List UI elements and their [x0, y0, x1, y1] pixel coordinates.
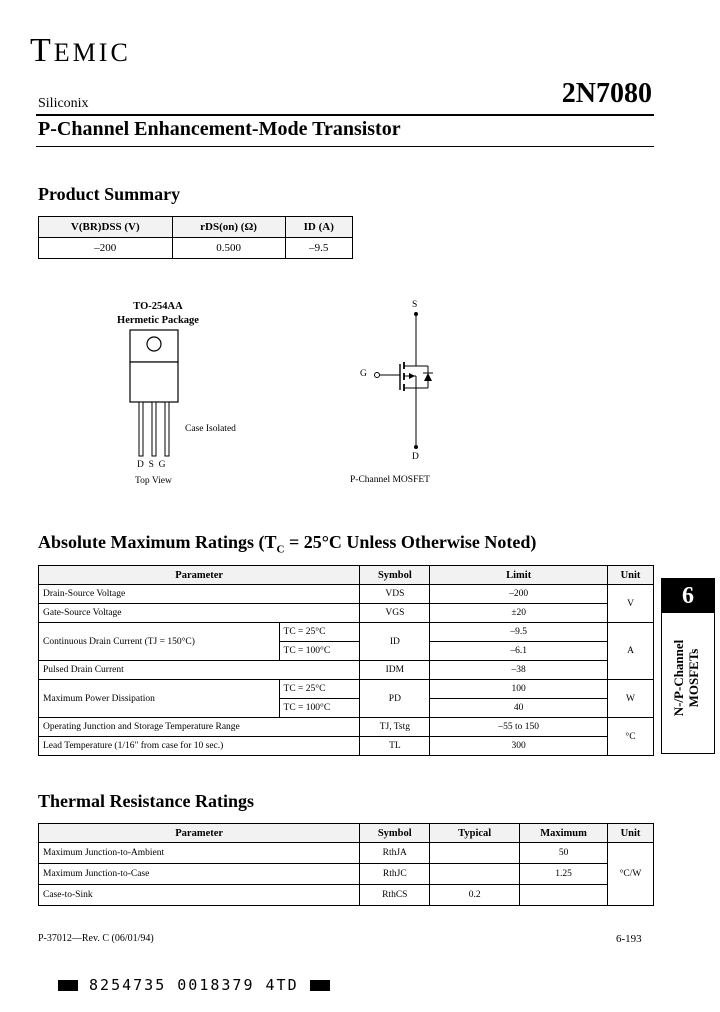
- mosfet-symbol: [368, 312, 448, 454]
- th-header-unit: Unit: [608, 824, 654, 843]
- ps-value-rds: 0.500: [172, 238, 285, 259]
- row-id-symbol: ID: [360, 623, 430, 661]
- row-id-param: Continuous Drain Current (TJ = 150°C): [39, 623, 280, 661]
- section-label: [671, 608, 701, 748]
- symbol-gate-label: G: [360, 369, 367, 379]
- abs-max-heading: [38, 532, 536, 556]
- row-pd-param: Maximum Power Dissipation: [39, 680, 280, 718]
- th-row-cs-param: Case-to-Sink: [39, 885, 360, 906]
- row-vgs-limit: ±20: [430, 604, 608, 623]
- row-vds-symbol: VDS: [360, 585, 430, 604]
- title-rule: [36, 146, 654, 147]
- row-vds-param: Drain-Source Voltage: [39, 585, 360, 604]
- page-title: P-Channel Enhancement-Mode Transistor: [38, 118, 401, 140]
- top-view-label: Top View: [135, 476, 172, 486]
- case-isolated-note: Case Isolated: [185, 424, 236, 434]
- row-id-cond1: TC = 25°C: [279, 623, 360, 642]
- abs-max-title-sub: C: [276, 543, 285, 556]
- thermal-table: [38, 823, 654, 906]
- row-tj-limit: –55 to 150: [430, 718, 608, 737]
- th-row-cs-max: [520, 885, 608, 906]
- row-pd-cond1: TC = 25°C: [279, 680, 360, 699]
- product-summary-heading: Product Summary: [38, 184, 181, 204]
- ps-header-vbr: V(BR)DSS (V): [39, 217, 173, 238]
- th-row-ja-symbol: RthJA: [360, 843, 430, 864]
- barcode-block-left: [58, 980, 78, 991]
- abs-header-parameter: Parameter: [39, 566, 360, 585]
- pin-labels: D S G: [137, 460, 166, 470]
- barcode-text: 8254735 0018379 4TD: [89, 976, 299, 994]
- package-drawing: [110, 326, 200, 458]
- row-pd-symbol: PD: [360, 680, 430, 718]
- th-header-typical: Typical: [430, 824, 520, 843]
- symbol-drain-label: D: [412, 452, 419, 462]
- abs-header-unit: Unit: [608, 566, 654, 585]
- barcode-block-right: [310, 980, 330, 991]
- row-pd-limit2: 40: [430, 699, 608, 718]
- volt-unit: V: [608, 585, 654, 623]
- package-type: Hermetic Package: [117, 315, 199, 326]
- ps-header-rds: rDS(on) (Ω): [172, 217, 285, 238]
- thermal-heading: Thermal Resistance Ratings: [38, 791, 254, 811]
- document-number: P-37012—Rev. C (06/01/94): [38, 933, 154, 944]
- watt-unit: W: [608, 680, 654, 718]
- section-tab: [661, 578, 715, 754]
- th-row-ja-max: 50: [520, 843, 608, 864]
- th-row-jc-param: Maximum Junction-to-Case: [39, 864, 360, 885]
- ps-value-vbr: –200: [39, 238, 173, 259]
- product-summary-table: [38, 216, 353, 259]
- thermal-unit: °C/W: [608, 843, 654, 906]
- row-id-limit2: –6.1: [430, 642, 608, 661]
- barcode-line: [58, 976, 330, 994]
- row-id-limit1: –9.5: [430, 623, 608, 642]
- row-idm-limit: –38: [430, 661, 608, 680]
- row-id-cond2: TC = 100°C: [279, 642, 360, 661]
- th-row-jc-max: 1.25: [520, 864, 608, 885]
- row-tl-param: Lead Temperature (1/16" from case for 10 sec.): [39, 737, 360, 756]
- section-label-line2: MOSFETs: [686, 648, 701, 708]
- row-tl-symbol: TL: [360, 737, 430, 756]
- header-rule: [36, 114, 654, 116]
- row-pd-limit1: 100: [430, 680, 608, 699]
- row-idm-param: Pulsed Drain Current: [39, 661, 360, 680]
- part-number: 2N7080: [561, 78, 652, 109]
- row-tl-limit: 300: [430, 737, 608, 756]
- th-header-maximum: Maximum: [520, 824, 608, 843]
- ps-value-id: –9.5: [285, 238, 352, 259]
- section-label-line1: N-/P-Channel: [671, 639, 686, 717]
- abs-max-title-rest: = 25°C Unless Otherwise Noted): [284, 532, 537, 552]
- th-row-jc-symbol: RthJC: [360, 864, 430, 885]
- th-row-ja-typical: [430, 843, 520, 864]
- mosfet-caption: P-Channel MOSFET: [350, 475, 430, 485]
- package-name: TO-254AA: [133, 301, 183, 312]
- page-number: 6-193: [616, 933, 642, 945]
- th-row-cs-typical: 0.2: [430, 885, 520, 906]
- company-logo: [30, 32, 131, 70]
- abs-header-limit: Limit: [430, 566, 608, 585]
- amp-unit: A: [608, 623, 654, 680]
- symbol-source-label: S: [412, 300, 418, 310]
- ps-header-id: ID (A): [285, 217, 352, 238]
- logo-initial: T: [30, 32, 54, 69]
- brand-name: Siliconix: [38, 96, 89, 111]
- row-tj-param: Operating Junction and Storage Temperature Range: [39, 718, 360, 737]
- th-row-jc-typical: [430, 864, 520, 885]
- row-tj-symbol: TJ, Tstg: [360, 718, 430, 737]
- th-row-cs-symbol: RthCS: [360, 885, 430, 906]
- row-idm-symbol: IDM: [360, 661, 430, 680]
- abs-max-title: Absolute Maximum Ratings (T: [38, 532, 277, 552]
- logo-rest: EMIC: [53, 38, 131, 67]
- row-pd-cond2: TC = 100°C: [279, 699, 360, 718]
- th-row-ja-param: Maximum Junction-to-Ambient: [39, 843, 360, 864]
- row-vgs-param: Gate-Source Voltage: [39, 604, 360, 623]
- row-vgs-symbol: VGS: [360, 604, 430, 623]
- th-header-symbol: Symbol: [360, 824, 430, 843]
- section-number: 6: [662, 579, 714, 613]
- abs-header-symbol: Symbol: [360, 566, 430, 585]
- row-vds-limit: –200: [430, 585, 608, 604]
- package-label: [108, 300, 208, 328]
- abs-max-table: [38, 565, 654, 756]
- temp-unit: °C: [608, 718, 654, 756]
- th-header-parameter: Parameter: [39, 824, 360, 843]
